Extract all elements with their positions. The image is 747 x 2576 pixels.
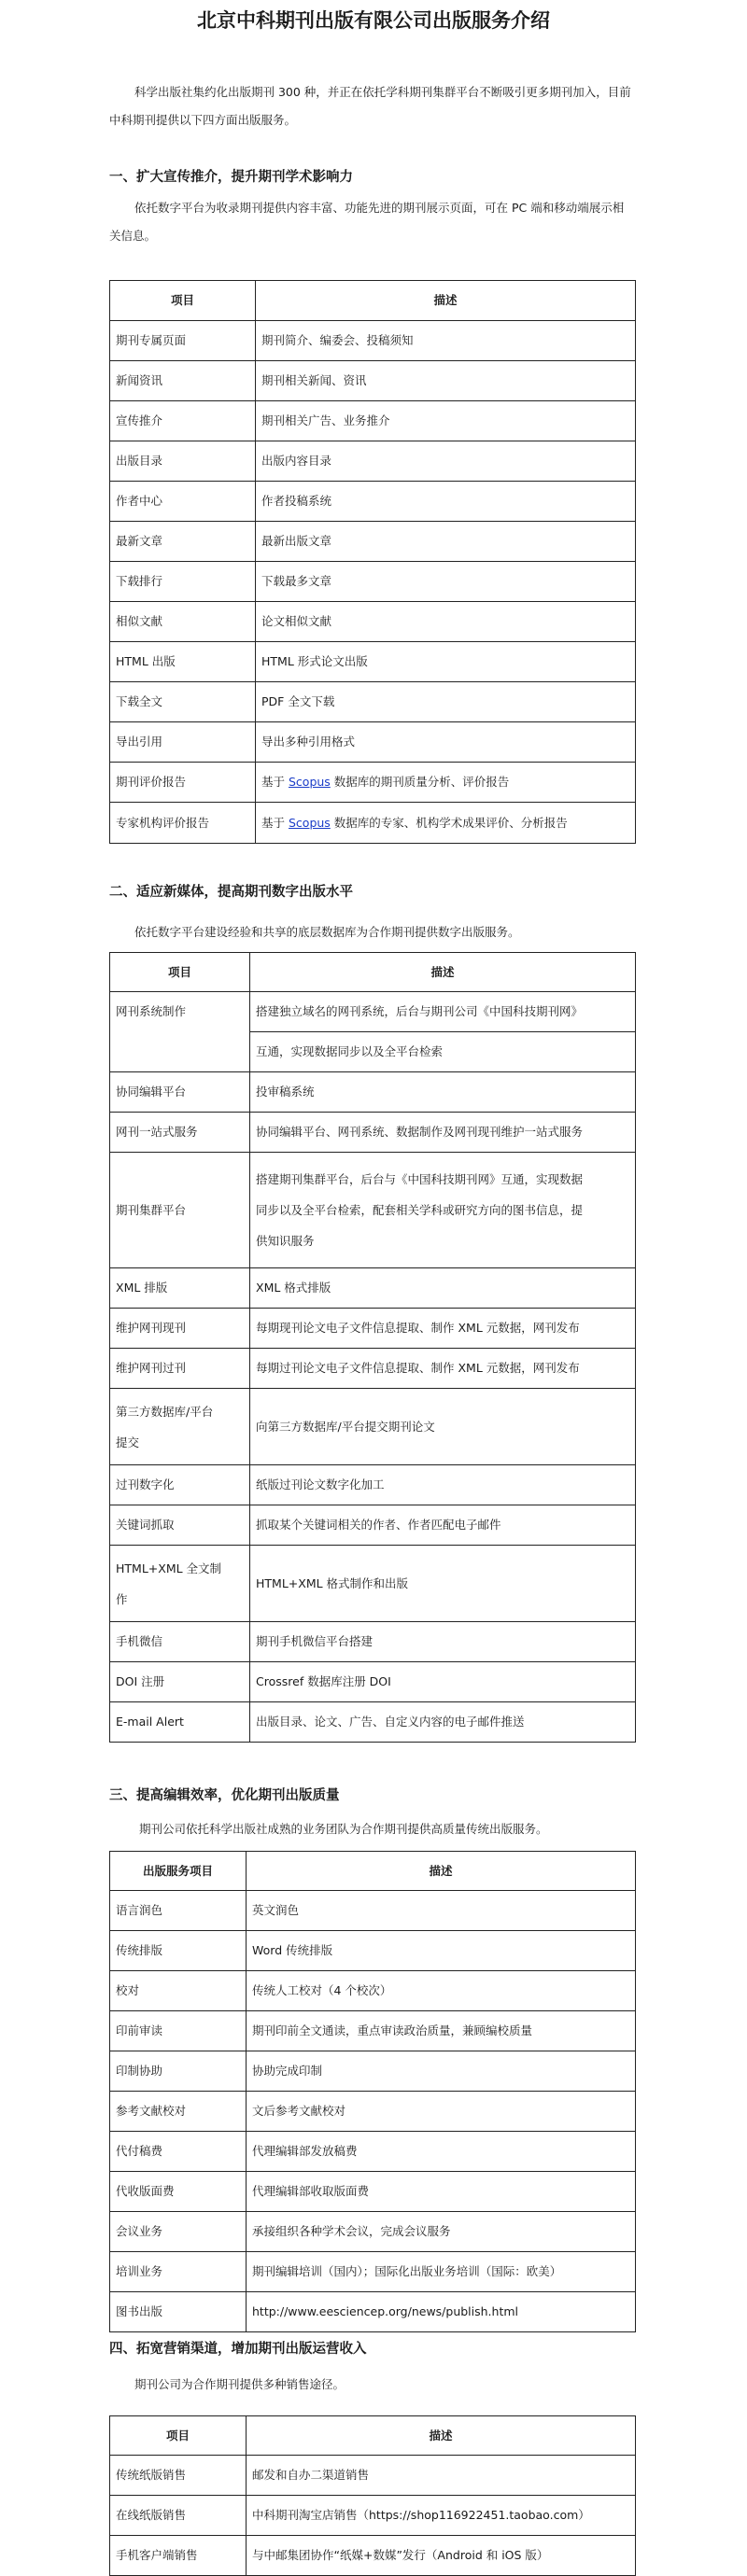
table-row — [110, 992, 636, 1032]
table-row — [110, 642, 636, 682]
table-row — [110, 1622, 636, 1662]
table-row — [110, 2011, 636, 2051]
table-row — [110, 1662, 636, 1702]
table-row — [110, 321, 636, 361]
row-desc: XML 格式排版 — [250, 1268, 636, 1309]
table-row — [110, 2496, 636, 2536]
table-header: 描述 — [247, 2416, 636, 2456]
section2-heading: 二、适应新媒体，提高期刊数字出版水平 — [109, 885, 353, 900]
row-desc: 邮发和自办二渠道销售 — [247, 2456, 636, 2496]
row-desc — [250, 1153, 636, 1268]
row-label: 期刊专属页面 — [110, 321, 256, 361]
desc-suffix: 数据库的专家、机构学术成果评价、分析报告 — [330, 815, 568, 830]
row-label: 代收版面费 — [110, 2172, 247, 2212]
table-row — [110, 2252, 636, 2292]
table-row — [110, 2536, 636, 2576]
row-label: 印前审读 — [110, 2011, 247, 2051]
row-desc: 每期现刊论文电子文件信息提取、制作 XML 元数据，网刊发布 — [250, 1309, 636, 1349]
row-desc: 下载最多文章 — [256, 562, 636, 602]
table-row — [110, 1113, 636, 1153]
table-row — [110, 522, 636, 562]
table-row — [110, 1153, 636, 1268]
table-header: 项目 — [110, 953, 250, 992]
row-label: 传统排版 — [110, 1931, 247, 1971]
row-label: HTML 出版 — [110, 642, 256, 682]
table-row — [110, 1702, 636, 1743]
row-label: 期刊集群平台 — [110, 1153, 250, 1268]
table-row — [110, 2092, 636, 2132]
table-row — [110, 1891, 636, 1931]
desc-line: 同步以及全平台检索，配套相关学科或研究方向的图书信息，提 — [256, 1203, 584, 1217]
row-label: 期刊评价报告 — [110, 763, 256, 803]
row-label: 过刊数字化 — [110, 1465, 250, 1505]
row-label: 手机客户端销售 — [110, 2536, 247, 2576]
row-desc: 期刊简介、编委会、投稿须知 — [256, 321, 636, 361]
table-row — [110, 401, 636, 441]
row-desc: 导出多种引用格式 — [256, 722, 636, 763]
row-desc: 期刊编辑培训（国内）；国际化出版业务培训（国际：欧美） — [247, 2252, 636, 2292]
desc-line: 搭建期刊集群平台，后台与《中国科技期刊网》互通，实现数据 — [256, 1172, 584, 1186]
row-label: DOI 注册 — [110, 1662, 250, 1702]
desc-prefix: 基于 — [261, 775, 289, 789]
table-header: 项目 — [110, 281, 256, 321]
table-row — [110, 803, 636, 844]
row-desc: 与中邮集团协作“纸媒+数媒”发行（Android 和 iOS 版） — [247, 2536, 636, 2576]
scopus-link[interactable]: Scopus — [288, 815, 331, 830]
desc-line: 供知识服务 — [256, 1234, 315, 1248]
table-row — [110, 2456, 636, 2496]
table-row — [110, 1389, 636, 1465]
row-desc: 向第三方数据库/平台提交期刊论文 — [250, 1389, 636, 1465]
table-row — [110, 763, 636, 803]
row-label: 网刊系统制作 — [110, 992, 250, 1032]
table-row — [110, 482, 636, 522]
label-line: 作 — [116, 1591, 128, 1606]
table-header: 描述 — [256, 281, 636, 321]
section3-table — [109, 1851, 636, 2332]
row-label: 传统纸版销售 — [110, 2456, 247, 2496]
row-desc: 传统人工校对（4 个校次） — [247, 1971, 636, 2011]
section1-table — [109, 280, 636, 844]
section4-heading: 四、拓宽营销渠道，增加期刊出版运营收入 — [109, 2342, 367, 2357]
section4-table — [109, 2415, 636, 2576]
desc-prefix: 基于 — [261, 815, 289, 830]
row-label: 关键词抓取 — [110, 1505, 250, 1546]
row-label: 新闻资讯 — [110, 361, 256, 401]
row-desc: 英文润色 — [247, 1891, 636, 1931]
table-row — [110, 1971, 636, 2011]
label-line: 第三方数据库/平台 — [116, 1404, 214, 1419]
table-row — [110, 1931, 636, 1971]
row-label-cont — [110, 1032, 250, 1072]
row-label: 语言润色 — [110, 1891, 247, 1931]
row-label: 宣传推介 — [110, 401, 256, 441]
row-label: 培训业务 — [110, 2252, 247, 2292]
row-desc: 代理编辑部收取版面费 — [247, 2172, 636, 2212]
row-label — [110, 1546, 250, 1622]
row-desc: 期刊手机微信平台搭建 — [250, 1622, 636, 1662]
table-row — [110, 1309, 636, 1349]
row-label: 协同编辑平台 — [110, 1072, 250, 1113]
row-label: 出版目录 — [110, 441, 256, 482]
row-label: 维护网刊现刊 — [110, 1309, 250, 1349]
row-desc: 论文相似文献 — [256, 602, 636, 642]
row-desc: 期刊相关广告、业务推介 — [256, 401, 636, 441]
table-row — [110, 2212, 636, 2252]
table-header: 描述 — [250, 953, 636, 992]
table-row — [110, 682, 636, 722]
row-desc: 期刊印前全文通读，重点审读政治质量，兼顾编校质量 — [247, 2011, 636, 2051]
row-desc: 承接组织各种学术会议，完成会议服务 — [247, 2212, 636, 2252]
row-desc — [256, 803, 636, 844]
row-label: 校对 — [110, 1971, 247, 2011]
scopus-link[interactable]: Scopus — [288, 775, 331, 789]
table-row — [110, 361, 636, 401]
row-label: 导出引用 — [110, 722, 256, 763]
row-desc: 期刊相关新闻、资讯 — [256, 361, 636, 401]
row-label: 专家机构评价报告 — [110, 803, 256, 844]
section1-heading: 一、扩大宣传推介，提升期刊学术影响力 — [109, 170, 353, 185]
table-header: 描述 — [247, 1852, 636, 1891]
page-title: 北京中科期刊出版有限公司出版服务介绍 — [197, 9, 550, 32]
row-label: 维护网刊过刊 — [110, 1349, 250, 1389]
row-label: 相似文献 — [110, 602, 256, 642]
row-label: XML 排版 — [110, 1268, 250, 1309]
row-desc: 出版目录、论文、广告、自定义内容的电子邮件推送 — [250, 1702, 636, 1743]
row-desc: 协助完成印制 — [247, 2051, 636, 2092]
row-label: 会议业务 — [110, 2212, 247, 2252]
table-row — [110, 2172, 636, 2212]
row-desc: 纸版过刊论文数字化加工 — [250, 1465, 636, 1505]
table-row — [110, 2051, 636, 2092]
row-desc: HTML 形式论文出版 — [256, 642, 636, 682]
table-row — [110, 1349, 636, 1389]
row-label: 最新文章 — [110, 522, 256, 562]
row-desc: Word 传统排版 — [247, 1931, 636, 1971]
section2-table — [109, 952, 636, 1743]
table-row — [110, 602, 636, 642]
row-label: 代付稿费 — [110, 2132, 247, 2172]
row-desc: PDF 全文下载 — [256, 682, 636, 722]
section1-desc: 依托数字平台为收录期刊提供内容丰富、功能先进的期刊展示页面，可在 PC 端和移动端展示相关信息。 — [109, 201, 625, 243]
table-row — [110, 2132, 636, 2172]
table-row — [110, 1032, 636, 1072]
row-desc: 互通，实现数据同步以及全平台检索 — [250, 1032, 636, 1072]
row-desc: 抓取某个关键词相关的作者、作者匹配电子邮件 — [250, 1505, 636, 1546]
row-desc: 中科期刊淘宝店销售（https://shop116922451.taobao.com） — [247, 2496, 636, 2536]
section4-desc: 期刊公司为合作期刊提供多种销售途径。 — [134, 2377, 345, 2391]
table-row — [110, 1268, 636, 1309]
row-label: 作者中心 — [110, 482, 256, 522]
row-desc: Crossref 数据库注册 DOI — [250, 1662, 636, 1702]
row-desc: 协同编辑平台、网刊系统、数据制作及网刊现刊维护一站式服务 — [250, 1113, 636, 1153]
row-desc: 最新出版文章 — [256, 522, 636, 562]
row-desc: HTML+XML 格式制作和出版 — [250, 1546, 636, 1622]
desc-suffix: 数据库的期刊质量分析、评价报告 — [330, 775, 510, 789]
row-label: 图书出版 — [110, 2292, 247, 2332]
row-label: 下载排行 — [110, 562, 256, 602]
row-label: 手机微信 — [110, 1622, 250, 1662]
table-row — [110, 722, 636, 763]
row-label — [110, 1389, 250, 1465]
row-desc: 作者投稿系统 — [256, 482, 636, 522]
row-desc: http://www.eesciencep.org/news/publish.html — [247, 2292, 636, 2332]
table-row — [110, 1505, 636, 1546]
table-row — [110, 441, 636, 482]
row-label: 网刊一站式服务 — [110, 1113, 250, 1153]
label-line: 提交 — [116, 1435, 140, 1449]
table-row — [110, 1465, 636, 1505]
row-label: 下载全文 — [110, 682, 256, 722]
section3-desc: 期刊公司依托科学出版社成熟的业务团队为合作期刊提供高质量传统出版服务。 — [139, 1822, 548, 1836]
table-row — [110, 562, 636, 602]
table-row — [110, 1546, 636, 1622]
table-row — [110, 2292, 636, 2332]
row-desc: 每期过刊论文电子文件信息提取、制作 XML 元数据，网刊发布 — [250, 1349, 636, 1389]
row-label: 印制协助 — [110, 2051, 247, 2092]
intro-paragraph: 科学出版社集约化出版期刊 300 种，并正在依托学科期刊集群平台不断吸引更多期刊加入，目前中科期刊提供以下四方面出版服务。 — [109, 85, 631, 127]
table-header: 项目 — [110, 2416, 247, 2456]
row-desc: 投审稿系统 — [250, 1072, 636, 1113]
row-desc — [256, 763, 636, 803]
row-desc: 代理编辑部发放稿费 — [247, 2132, 636, 2172]
row-label: 在线纸版销售 — [110, 2496, 247, 2536]
row-desc: 文后参考文献校对 — [247, 2092, 636, 2132]
row-desc: 出版内容目录 — [256, 441, 636, 482]
row-label: E-mail Alert — [110, 1702, 250, 1743]
row-desc: 搭建独立域名的网刊系统，后台与期刊公司《中国科技期刊网》 — [250, 992, 636, 1032]
table-header: 出版服务项目 — [110, 1852, 247, 1891]
table-row — [110, 1072, 636, 1113]
label-line: HTML+XML 全文制 — [116, 1561, 222, 1575]
section3-heading: 三、提高编辑效率，优化期刊出版质量 — [109, 1788, 340, 1803]
row-label: 参考文献校对 — [110, 2092, 247, 2132]
section2-desc: 依托数字平台建设经验和共享的底层数据库为合作期刊提供数字出版服务。 — [134, 925, 520, 939]
